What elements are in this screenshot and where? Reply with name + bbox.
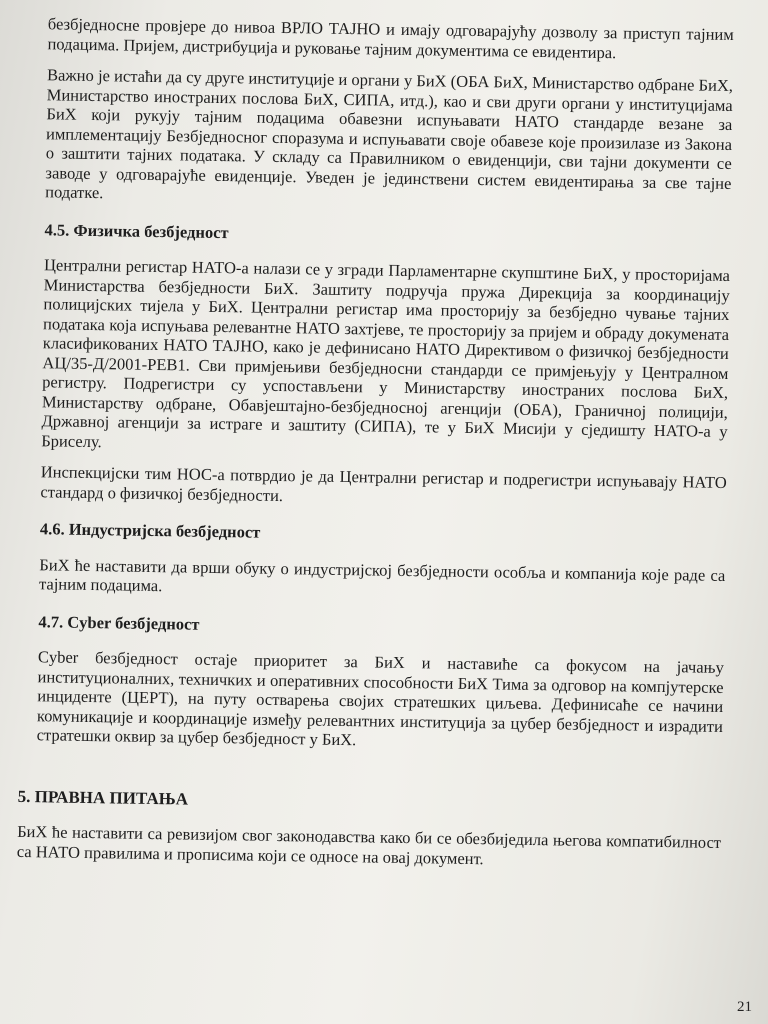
paragraph-central-registry: Централни регистар НАТО-а налази се у згради Парламентарне скупштине БиХ, у просторијама Министарства безбједности БиХ. Заштиту подручја пружа Дирекција за координацију полицијских тијела у БиХ. Централни регистар има просторију за безбједно чување тајних података која испуњава релевантне НАТО захтјеве, те просторију за пријем и обраду докумената класификованих НАТО ТАЈНО, како је дефинисано НАТО Директивом о физичкој безбједности АЦ/35-Д/2001-РЕВ1. Сви примјењиви безбједносни стандарди се примјењују у Централном регистру. Подрегистри су успостављени у Министарству иностраних послова БиХ, Министарству одбране, Обавјештајно-безбједносној агенцији (ОБА), Граничној полицији, Државној агенцији за истраге и заштиту (СИПА), те у БиХ Мисији у сједишту НАТО-а у Бриселу.: [41, 255, 731, 451]
document-body: [17, 14, 734, 884]
heading-industrial-security: 4.6. Индустријска безбједност: [39, 519, 261, 542]
paragraph-nos-inspection: Инспекцијски тим НОС-а потврдио је да Централни регистар и подрегистри испуњавају НАТО стандард о физичкој безбједности.: [40, 462, 727, 505]
paragraph-institutions: Важно је истаћи да су друге институције и органи у БиХ (ОБА БиХ, Министарство одбране БиХ, Министарство иностраних послова БиХ, СИПА, итд.), као и сви други органи у институцијама БиХ који рукују тајним подацима обавезни испуњавати НАТО стандарде везане за имплементацију Безбједносног споразума и испуњавати своје обавезе које произилазе из Закона о заштити тајних података. У складу са Правилником о евиденцији, сви тајни документи се заводе у одговарајуће евиденције. Уведен је јединствени систем евидентирања за све тајне податке.: [45, 65, 734, 203]
paragraph-legislation: БиХ ће наставити са ревизијом свог законодавства како би се обезбиједила његова компатибилност са НАТО правилима и прописима који се односе на овај документ.: [16, 821, 722, 868]
heading-physical-security: 4.5. Физичка безбједност: [44, 219, 229, 242]
paragraph-cyber: Cyber безбједност остаје приоритет за БиХ и наставиће са фокусом на јачању институционалних, техничких и оперативних способности БиХ Тима за одговор на компјутерске инциденте (ЦЕРТ), на путу остварења својих стратешких циљева. Дефинисаће се начини комуникације и координације између релевантних институција за цубер безбједност и израдити стратешки оквир за цубер безбједност у БиХ.: [36, 647, 724, 750]
paragraph-industrial-training: БиХ ће наставити да врши обуку о индустријској безбједности особља и компанија које раде са тајним подацима.: [38, 554, 726, 596]
heading-cyber-security: 4.7. Cyber безбједност: [38, 611, 200, 634]
page-number: 21: [737, 999, 752, 1015]
heading-legal-issues: 5. ПРАВНА ПИТАЊА: [17, 786, 189, 809]
paragraph-clearance: безбједносне провјере до нивоа ВРЛО ТАЈНО и имају одговарајућу дозволу за приступ тајним подацима. Пријем, дистрибуција и руковање тајним документима се евидентира.: [47, 14, 734, 62]
